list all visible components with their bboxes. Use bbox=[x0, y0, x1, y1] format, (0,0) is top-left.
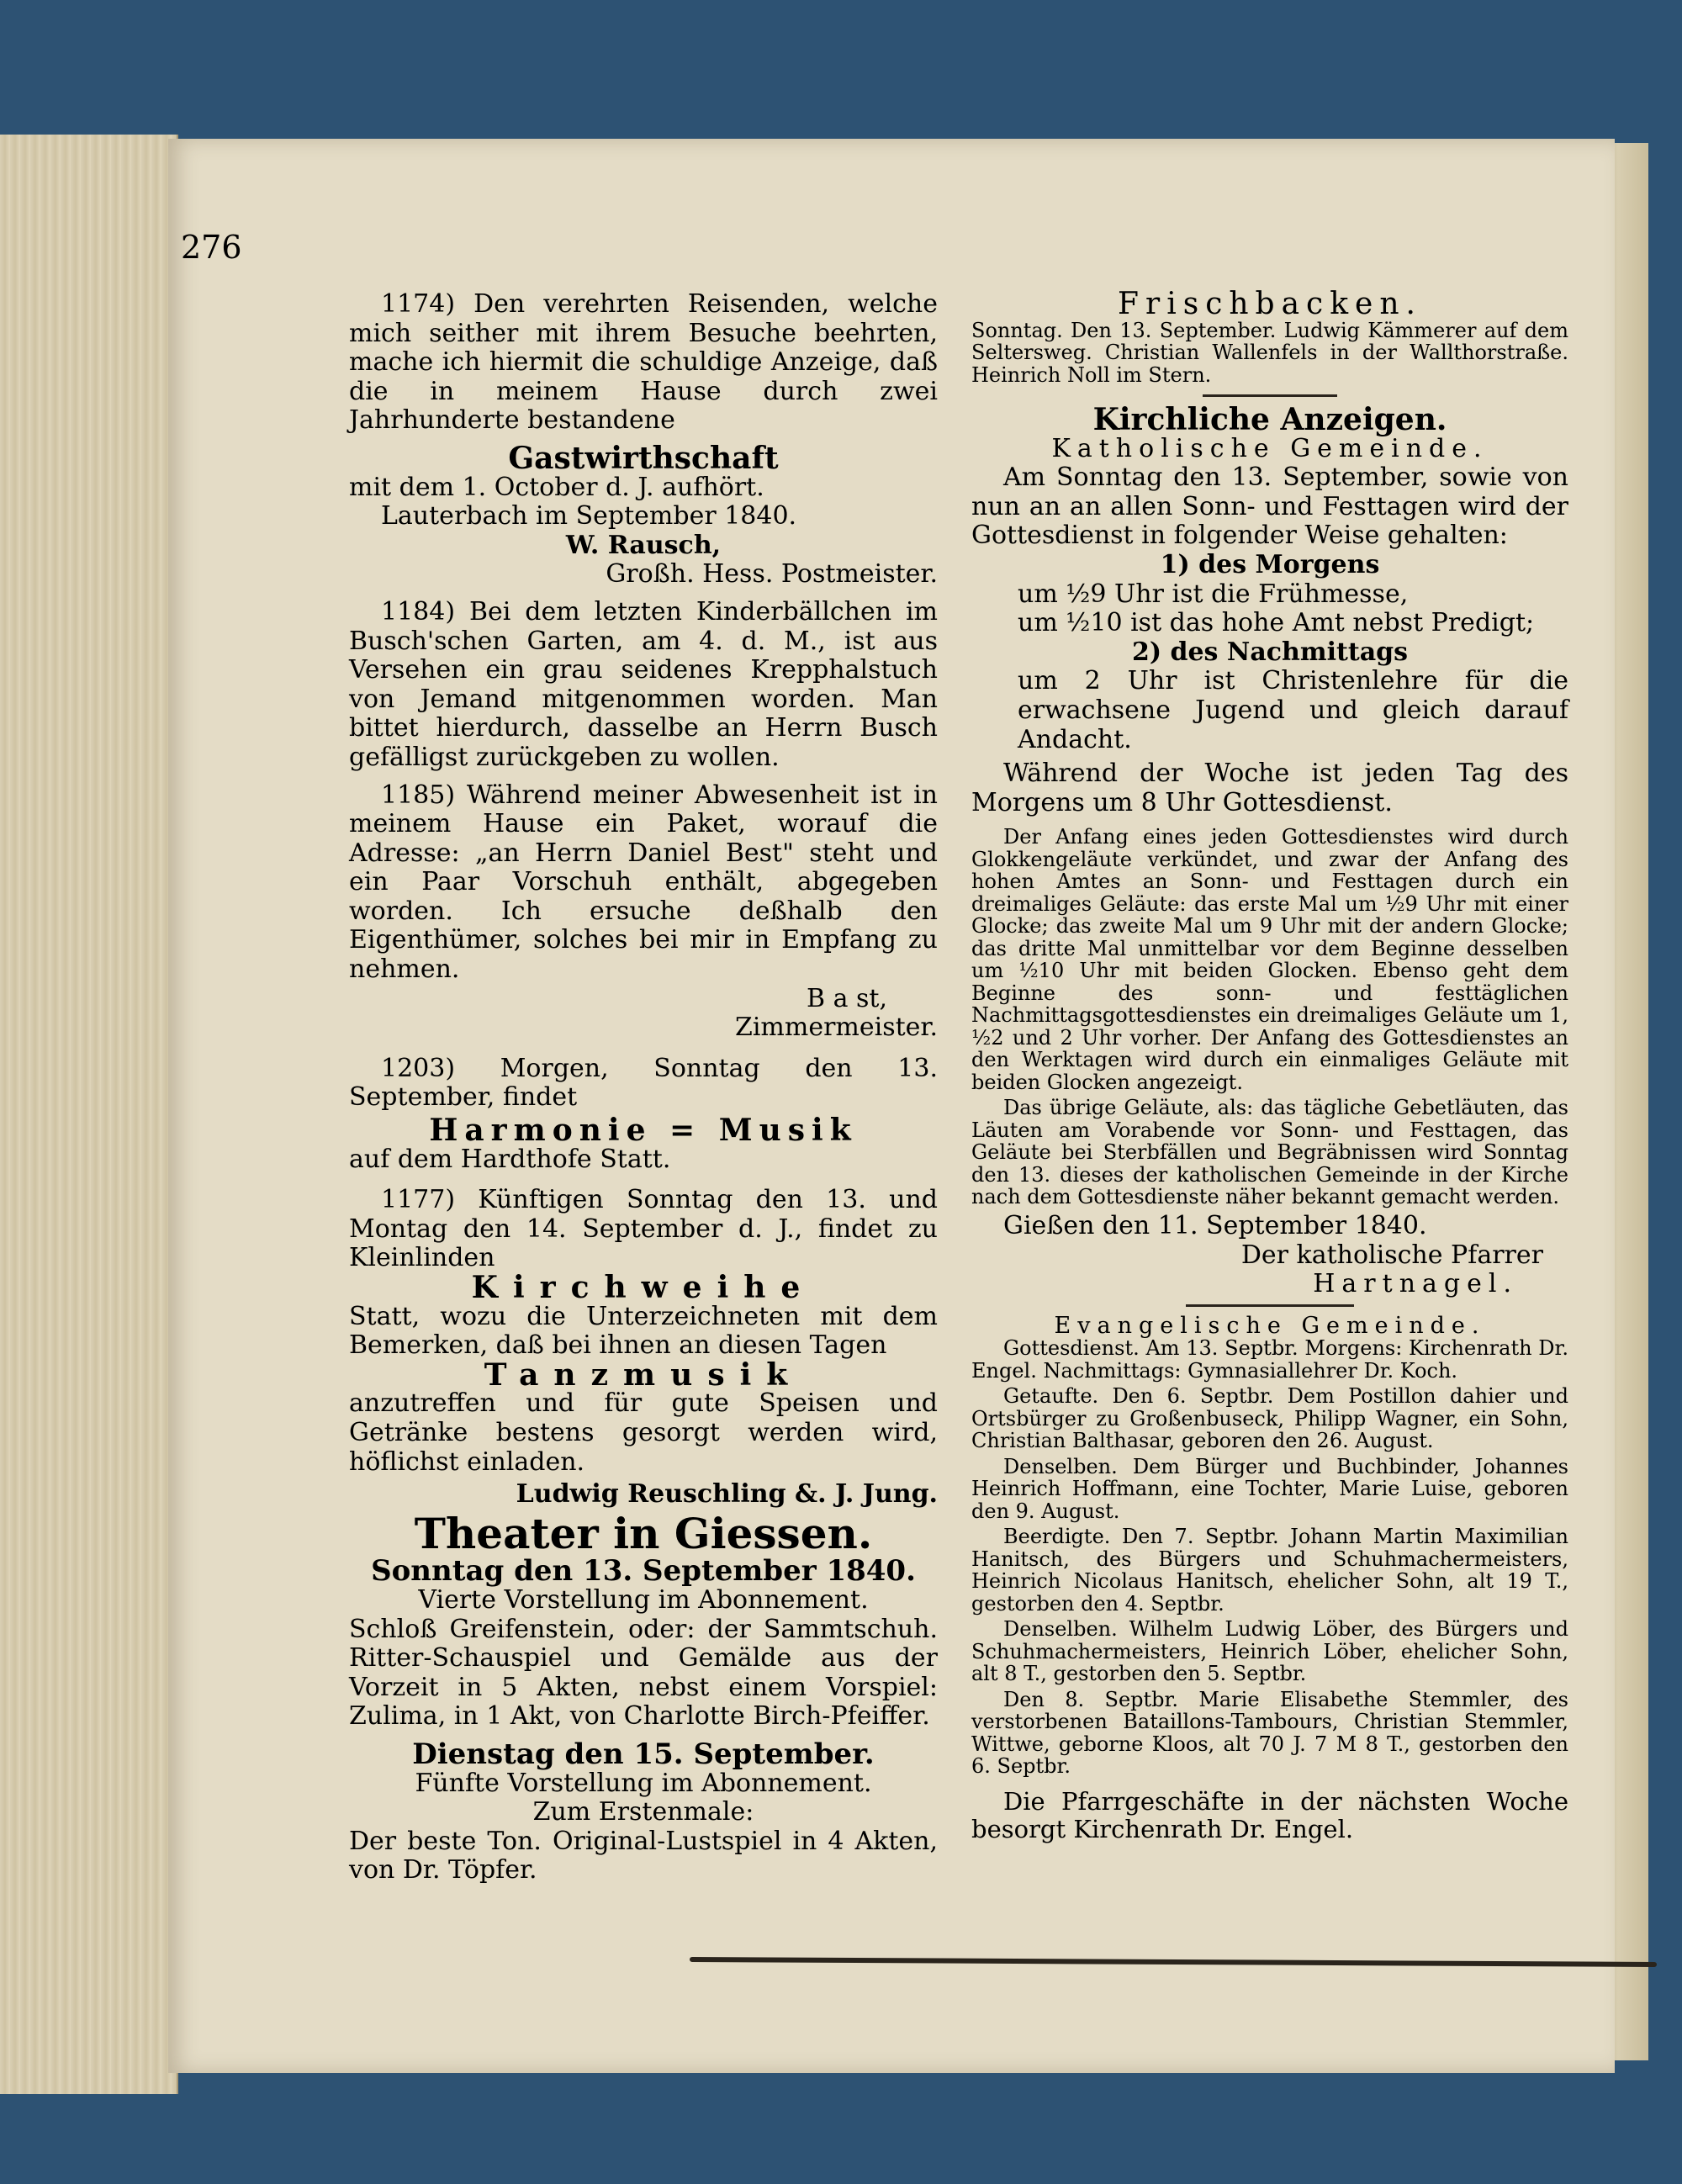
ad-1203-line: auf dem Hardthofe Statt. bbox=[349, 1144, 671, 1174]
ad-1203-text: 1203) Morgen, Sonntag den 13. September, findet bbox=[349, 1053, 938, 1113]
ad-1174-title: Großh. Hess. Postmeister. bbox=[606, 559, 938, 590]
ad-1174-text: 1174) Den verehrten Reisenden, welche mich seither mit ihrem Besuche beehrten, mache ich hiermit die schuldige Anzeige, daß die in meinem Hause durch zwei Jahrhunderte bestandene bbox=[349, 289, 938, 436]
ad-1185-name: B a st, bbox=[807, 983, 887, 1013]
katholisch-date: Gießen den 11. September 1840. bbox=[1003, 1210, 1427, 1240]
theater-date-1: Sonntag den 13. September 1840. bbox=[371, 1554, 916, 1589]
beerdigte-2: Denselben. Wilhelm Ludwig Löber, des Bürgers und Schuhmachermeisters, Heinrich Löber, ehelicher Sohn, alt 8 T., gestorben den 5. Septbr. bbox=[971, 1617, 1568, 1686]
right-column bbox=[971, 287, 1568, 1852]
section-divider-2 bbox=[1186, 1304, 1354, 1307]
pfarrgeschaefte: Die Pfarrgeschäfte in der nächsten Woche besorgt Kirchenrath Dr. Engel. bbox=[971, 1786, 1568, 1843]
ad-1174-heading: Gastwirthschaft bbox=[508, 440, 779, 476]
ad-1177 bbox=[349, 1186, 938, 1510]
ad-1185-text: 1185) Während meiner Abwesenheit ist in meinem Hause ein Paket, worauf die Adresse: „an Herrn Daniel Best" steht und ein Paar Vorschuh enthält, abgegeben worden. Ich ersuche deßhalb den Eigenthümer, solches bei mir in Empfang zu nehmen. bbox=[349, 780, 938, 985]
kirchliche-title: Kirchliche Anzeigen. bbox=[1092, 402, 1447, 438]
kirchliche-anzeigen bbox=[971, 402, 1568, 1299]
woche-text: Während der Woche ist jeden Tag des Morgens um 8 Uhr Gottesdienst. bbox=[971, 759, 1568, 817]
glocken-text-2: Das übrige Geläute, als: das tägliche Gebetläuten, das Läuten am Vorabende vor Sonn- und Festtagen, das Geläute bei Sterbfällen und Begräbnissen wird Sonntag den 13. dieses der katholischen Gemeinde in der Kirche nach dem Gottesdienste näher bekannt gemacht werden. bbox=[971, 1096, 1568, 1209]
beerdigte-3: Den 8. Septbr. Marie Elisabethe Stemmler, des verstorbenen Bataillons-Tambours, Christian Stemmler, Wittwe, geborne Kloos, alt 70 J. 7 M 8 T., gestorben den 6. Septbr. bbox=[971, 1687, 1568, 1779]
ad-1184: 1184) Bei dem letzten Kinderbällchen im Busch'schen Garten, am 4. d. M., ist aus Versehen ein grau seidenes Krepphalstuch von Jemand mitgenommen worden. Man bittet hierdurch, dasselbe an Herrn Busch gefälligst zurückgeben zu wollen. bbox=[349, 596, 938, 772]
katholische-gemeinde: Katholische Gemeinde. bbox=[1051, 433, 1489, 463]
ad-1174-place: Lauterbach im September 1840. bbox=[381, 501, 797, 531]
pfarrer-name: Hartnagel. bbox=[1313, 1269, 1518, 1299]
getaufte-1: Getaufte. Den 6. Septbr. Dem Postillon dahier und Ortsbürger zu Großenbuseck, Philipp Wagner, ein Sohn, Christian Balthasar, geboren den 26. August. bbox=[971, 1384, 1568, 1453]
nachmittags-text: um 2 Uhr ist Christenlehre für die erwachsene Jugend und gleich darauf Andacht. bbox=[1018, 666, 1568, 754]
theater-first-time: Zum Erstenmale: bbox=[532, 1797, 754, 1827]
theater-performance-1: Vierte Vorstellung im Abonnement. bbox=[418, 1584, 869, 1615]
morgens-heading: 1) des Morgens bbox=[1160, 550, 1380, 580]
frischbacken-section bbox=[971, 287, 1568, 387]
morgens-line-2: um ½10 ist das hohe Amt nebst Predigt; bbox=[1018, 608, 1535, 638]
nachmittags-heading: 2) des Nachmittags bbox=[1131, 637, 1408, 667]
page-number: 276 bbox=[181, 229, 242, 266]
glocken-text-1: Der Anfang eines jeden Gottesdienstes wird durch Glokkengeläute verkündet, und zwar der Anfang des hohen Amtes an Sonn- und Festtagen durch ein dreimaliges Geläute: das erste Mal um ½9 Uhr mit einer Glocke; das zweite Mal um 9 Uhr mit der andern Glocke; das dritte Mal unmittelbar vor dem Beginne desselben um ½10 Uhr mit beiden Glocken. Ebenso geht dem Beginne des sonn- und festtäglichen Nachmittagsgottesdienstes ein dreimaliges Geläute um 1, ½2 und 2 Uhr vorher. Der Anfang des Gottesdienstes an den Werktagen wird durch ein einmaliges Geläute mit beiden Glocken angezeigt. bbox=[971, 825, 1568, 1094]
book-page-edges-left bbox=[0, 135, 178, 2094]
evangelische-gemeinde bbox=[971, 1312, 1568, 1843]
morgens-line-1: um ½9 Uhr ist die Frühmesse, bbox=[1018, 579, 1409, 609]
ad-1177-heading-tanzmusik: Tanzmusik bbox=[484, 1356, 803, 1393]
left-column bbox=[349, 290, 938, 1894]
theater-date-2: Dienstag den 15. September. bbox=[412, 1737, 875, 1771]
ad-1203-heading: Harmonie = Musik bbox=[429, 1113, 858, 1149]
beerdigte-1: Beerdigte. Den 7. Septbr. Johann Martin Maximilian Hanitsch, des Bürgers und Schuhmachermeisters, Heinrich Nicolaus Hanitsch, ehelicher Sohn, alt 19 T., gestorben den 4. Septbr. bbox=[971, 1525, 1568, 1616]
ad-1174-line: mit dem 1. October d. J. aufhört. bbox=[349, 472, 764, 502]
ad-1177-text: 1177) Künftigen Sonntag den 13. und Montag den 14. September d. J., findet zu Kleinlinden bbox=[349, 1185, 938, 1273]
section-divider bbox=[1203, 394, 1337, 397]
ad-1185-title: Zimmermeister. bbox=[734, 1013, 938, 1043]
ad-1177-text3: anzutreffen und für gute Speisen und Getränke bestens gesorgt werden wird, höflichst einladen. bbox=[349, 1388, 938, 1477]
getaufte-2: Denselben. Dem Bürger und Buchbinder, Johannes Heinrich Hoffmann, eine Tochter, Marie Luise, geboren den 9. August. bbox=[971, 1454, 1568, 1523]
theater-performance-2: Fünfte Vorstellung im Abonnement. bbox=[415, 1768, 872, 1798]
frischbacken-text: Sonntag. Den 13. September. Ludwig Kämmerer auf dem Seltersweg. Christian Wallenfels in der Wallthorstraße. Heinrich Noll im Stern. bbox=[971, 318, 1568, 387]
ad-1174 bbox=[349, 290, 938, 590]
ad-1177-signature: Ludwig Reuschling &. J. Jung. bbox=[516, 1479, 938, 1510]
frischbacken-title: Frischbacken. bbox=[1118, 287, 1422, 321]
ad-1177-text2: Statt, wozu die Unterzeichneten mit dem Bemerken, daß bei ihnen an diesen Tagen bbox=[349, 1301, 938, 1361]
ad-1174-name: W. Rausch, bbox=[565, 530, 722, 560]
theater-play-1: Schloß Greifenstein, oder: der Sammtschuh. Ritter-Schauspiel und Gemälde aus der Vorzeit in 5 Akten, nebst einem Vorspiel: Zulima, in 1 Akt, von Charlotte Birch-Pfeiffer. bbox=[349, 1614, 938, 1732]
ad-1203 bbox=[349, 1055, 938, 1174]
katholisch-intro: Am Sonntag den 13. September, sowie von nun an an allen Sonn- und Festtagen wird der Gottesdienst in folgender Weise gehalten: bbox=[971, 463, 1568, 551]
theater-title: Theater in Giessen. bbox=[414, 1508, 873, 1558]
ad-1185 bbox=[349, 781, 938, 1043]
theater-section bbox=[349, 1508, 938, 1885]
ad-1177-heading-kirchweihe: Kirchweihe bbox=[471, 1270, 816, 1305]
theater-play-2: Der beste Ton. Original-Lustspiel in 4 Akten, von Dr. Töpfer. bbox=[349, 1826, 938, 1885]
evangelisch-gottesdienst: Gottesdienst. Am 13. Septbr. Morgens: Kirchenrath Dr. Engel. Nachmittags: Gymnasiallehrer Dr. Koch. bbox=[971, 1336, 1568, 1383]
evangelische-title: Evangelische Gemeinde. bbox=[1054, 1312, 1486, 1339]
pfarrer-title: Der katholische Pfarrer bbox=[1240, 1240, 1543, 1270]
